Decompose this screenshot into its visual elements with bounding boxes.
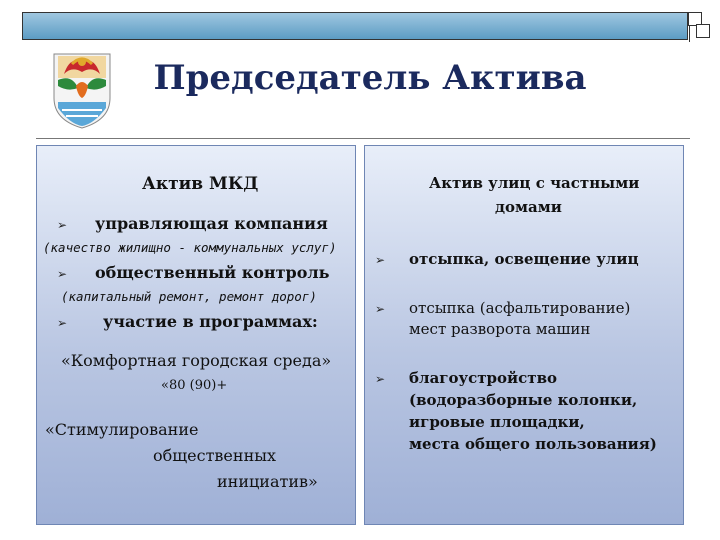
arrow-bullet-icon: ➢	[57, 218, 68, 232]
left-item-note: (качество жилищно - коммунальных услуг)	[43, 240, 337, 255]
left-panel-heading: Актив МКД	[142, 174, 259, 194]
coat-of-arms-icon	[50, 50, 114, 130]
left-item-main: общественный контроль	[95, 263, 330, 282]
right-item-line: (водоразборные колонки,	[409, 391, 638, 409]
left-item-note: (капитальный ремонт, ремонт дорог)	[61, 289, 317, 304]
private-houses-activist-panel	[364, 145, 684, 525]
right-panel-heading: Актив улиц с частными	[429, 174, 640, 192]
program-initiatives-line: общественных	[153, 446, 276, 465]
program-comfortable-city-note: «80 (90)+	[161, 378, 228, 393]
right-item-line: места общего пользования)	[409, 435, 657, 453]
arrow-bullet-icon: ➢	[375, 302, 386, 316]
program-initiatives-line: инициатив»	[217, 472, 318, 491]
program-comfortable-city: «Комфортная городская среда»	[61, 351, 332, 370]
top-decorative-bar	[22, 12, 688, 40]
title-divider	[36, 138, 690, 139]
right-item-line: игровые площадки,	[409, 413, 585, 431]
page-title: Председатель Актива	[153, 58, 587, 98]
corner-line-decoration	[689, 26, 690, 42]
right-item-line: благоустройство	[409, 369, 558, 387]
right-panel-heading: домами	[495, 198, 562, 216]
corner-square-decoration	[696, 24, 710, 38]
program-initiatives-line: «Стимулирование	[45, 420, 199, 439]
left-item-main: участие в программах:	[103, 312, 318, 331]
arrow-bullet-icon: ➢	[57, 267, 68, 281]
arrow-bullet-icon: ➢	[375, 372, 386, 386]
arrow-bullet-icon: ➢	[375, 253, 386, 267]
mkd-activist-panel	[36, 145, 356, 525]
right-item-line: мест разворота машин	[409, 320, 591, 338]
left-item-main: управляющая компания	[95, 214, 328, 233]
right-item-line: отсыпка, освещение улиц	[409, 250, 639, 268]
arrow-bullet-icon: ➢	[57, 316, 68, 330]
right-item-line: отсыпка (асфальтирование)	[409, 299, 631, 317]
